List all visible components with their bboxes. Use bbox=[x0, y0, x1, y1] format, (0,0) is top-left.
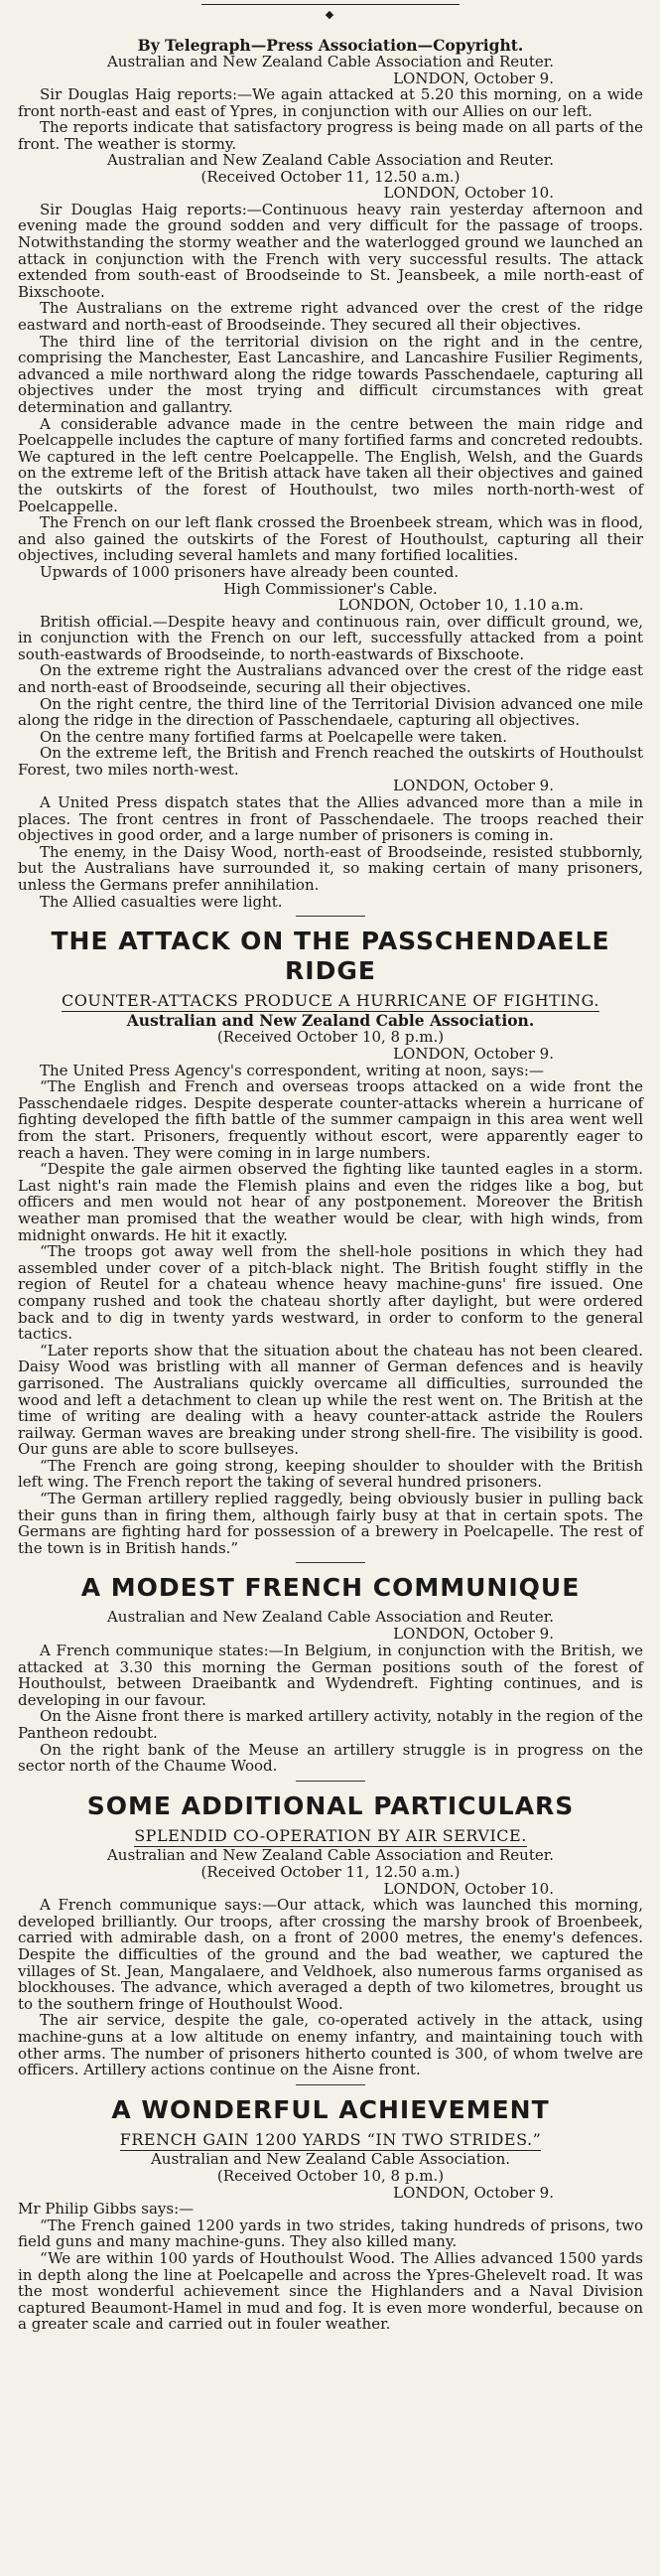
paragraph: The third line of the territorial division on the right and in the centre, comprising the Manchester, East Lancashire, and Lancashire Fusilier Regiments, advanced a mile northward along the ridge towards Passchendaele, capturing all objectives under the most trying and difficult circumstances with great determination and gallantry. bbox=[18, 332, 643, 416]
headline: SOME ADDITIONAL PARTICULARS bbox=[86, 1790, 575, 1820]
paragraph: “The French are going strong, keeping shoulder to shoulder with the British left wing. The French report the taking of several hundred prisoners. bbox=[18, 1456, 643, 1492]
dateline: LONDON, October 10, 1.10 a.m. bbox=[337, 596, 584, 615]
paragraph: On the extreme right the Australians advanced over the crest of the ridge east and north-east of Broodseinde, securing all their objectives. bbox=[18, 661, 643, 696]
section-divider bbox=[296, 1781, 365, 1782]
credit-line: Australian and New Zealand Cable Association and Reuter. bbox=[106, 53, 555, 71]
paragraph: The air service, despite the gale, co-operated actively in the attack, using machine-guns at a low altitude on enemy infantry, and maintaining touch with other arms. The number of prisoners hitherto counted is 300, of whom twelve are officers. Artillery actions continue on the Aisne front. bbox=[18, 2011, 643, 2079]
paragraph: On the right centre, the third line of the Territorial Division advanced one mile along the ridge in the direction of Passchendaele, capturing all objectives. bbox=[18, 694, 643, 730]
received-line: (Received October 10, 8 p.m.) bbox=[216, 1028, 445, 1047]
paragraph: The United Press Agency's correspondent, writing at noon, says:— bbox=[40, 1061, 544, 1079]
paragraph: “The English and French and overseas troops attacked on a wide front the Passchendaele ridges. Despite desperate counter-attacks wherein a hurricane of fighting developed the fifth battle of the summer campaign in this area went well from the start. Prisoners, frequently without escort, were apparently eager to reach a haven. They were coming in in large numbers. bbox=[18, 1077, 643, 1162]
headline: A MODEST FRENCH COMMUNIQUE bbox=[80, 1573, 581, 1603]
source-line: Australian and New Zealand Cable Association. bbox=[126, 1011, 535, 1031]
dateline: LONDON, October 9. bbox=[393, 777, 554, 795]
headline: A WONDERFUL ACHIEVEMENT bbox=[111, 2094, 550, 2124]
paragraph: Mr Philip Gibbs says:— bbox=[18, 2200, 195, 2218]
paragraph: The enemy, in the Daisy Wood, north-east of Broodseinde, resisted stubbornly, but the Australians have surrounded it, so making certain of many prisoners, unless the Germans prefer annihilation. bbox=[18, 842, 643, 894]
paragraph: Upwards of 1000 prisoners have already been counted. bbox=[40, 562, 460, 581]
paragraph: The Australians on the extreme right advanced over the crest of the ridge eastward and north-east of Broodseinde. They secured all their objectives. bbox=[18, 299, 643, 335]
paragraph: “The German artillery replied raggedly, being obviously busier in pulling back their guns than in firing them, although fairly busy at that in certain spots. The Germans are fighting hard for possession of a brewery in Poelcapelle. The rest of the town is in British hands.” bbox=[18, 1490, 643, 1557]
paragraph: Sir Douglas Haig reports:—We again attacked at 5.20 this morning, on a wide front north-east and east of Ypres, in conjunction with our Allies on our left. bbox=[18, 85, 643, 120]
dateline: LONDON, October 9. bbox=[393, 1045, 554, 1064]
source-line: Australian and New Zealand Cable Association. bbox=[150, 2149, 511, 2168]
paragraph: On the centre many fortified farms at Poelcapelle were taken. bbox=[40, 727, 507, 746]
byline: By Telegraph—Press Association—Copyright. bbox=[137, 36, 524, 55]
newspaper-column bbox=[18, 0, 643, 2333]
ornament-divider: ◆ bbox=[325, 8, 336, 21]
paragraph: On the Aisne front there is marked artillery activity, notably in the region of the Pantheon redoubt. bbox=[18, 1707, 643, 1742]
paragraph: The French on our left flank crossed the Broenbeek stream, which was in flood, and also gained the outskirts of the Forest of Houthoulst, capturing all their objectives, including several hamlets and many fortified localities. bbox=[18, 513, 643, 565]
paragraph: A French communique says:—Our attack, which was launched this morning, developed brilliantly. Our troops, after crossing the marshy brook of Broenbeek, carried with admirable dash, on a front of 2000 metres, the enemy's defences. Despite the difficulties of the ground and the bad weather, we captured the villages of St. Jean, Mangalaere, and Veldhoek, also numerous farms organised as blockhouses. The advance, which averaged a depth of two kilometres, brought us to the southern fringe of Houthoulst Wood. bbox=[18, 1896, 643, 2013]
subheadline bbox=[18, 992, 643, 1010]
paragraph: The Allied casualties were light. bbox=[40, 892, 283, 911]
paragraph: A considerable advance made in the centre between the main ridge and Poelcappelle includes the capture of many fortified farms and concreted redoubts. We captured in the left centre Poelcappelle. The English, Welsh, and the Guards on the extreme left of the British attack have taken all their objectives and gained the outskirts of the forest of Houthoulst, two miles north-north-west of Poelcappelle. bbox=[18, 414, 643, 515]
subheadline bbox=[18, 2131, 643, 2149]
subheadline-text: SPLENDID CO-OPERATION BY AIR SERVICE. bbox=[134, 1825, 527, 1845]
section-divider bbox=[296, 2084, 365, 2085]
paragraph: On the right bank of the Meuse an artillery struggle is in progress on the sector north of the Chaume Wood. bbox=[18, 1740, 643, 1776]
dateline: LONDON, October 10. bbox=[383, 1879, 554, 1898]
paragraph: “The French gained 1200 yards in two strides, taking hundreds of prisons, two field guns and many machine-guns. They also killed many. bbox=[18, 2216, 643, 2251]
received-line: (Received October 11, 12.50 a.m.) bbox=[200, 1862, 461, 1881]
dateline: LONDON, October 9. bbox=[393, 2183, 554, 2202]
paragraph: Sir Douglas Haig reports:—Continuous heavy rain yesterday afternoon and evening made the ground sodden and very difficult for the passage of troops. Notwithstanding the stormy weather and the waterlogged ground we launched an attack in conjunction with the French with very successful results. The attack extended from south-east of Broodseinde to St. Jeansbeek, a mile north-east of Bixschoote. bbox=[18, 200, 643, 301]
subheadline bbox=[18, 1827, 643, 1845]
dateline: LONDON, October 9. bbox=[393, 1625, 554, 1644]
paragraph: On the extreme left, the British and French reached the outskirts of Houthoulst Forest, two miles north-west. bbox=[18, 744, 643, 779]
received-line: (Received October 10, 8 p.m.) bbox=[216, 2166, 445, 2185]
headline: THE ATTACK ON THE PASSCHENDAELE RIDGE bbox=[51, 927, 610, 986]
section-divider bbox=[296, 916, 365, 917]
received-line: (Received October 11, 12.50 a.m.) bbox=[200, 167, 461, 186]
dateline: LONDON, October 10. bbox=[383, 184, 554, 203]
paragraph: A French communique states:—In Belgium, in conjunction with the British, we attacked at 3.30 this morning the German positions south of the forest of Houthoulst, between Draeibantk and Wydendreft. Fighting continues, and is developing in our favour. bbox=[18, 1641, 643, 1709]
top-rule bbox=[201, 4, 460, 5]
subheadline-text: COUNTER-ATTACKS PRODUCE A HURRICANE OF FIGHTING. bbox=[62, 991, 599, 1011]
paragraph: “Later reports show that the situation about the chateau has not been cleared. Daisy Wood was bristling with all manner of German defences and is heavily garrisoned. The Australians quickly overcame all difficulties, surrounded the wood and left a detachment to clean up while the rest went on. The British at the time of writing are dealing with a heavy counter-attack astride the Roulers railway. German waves are breaking under strong shell-fire. The visibility is good. Our guns are able to score bullseyes. bbox=[18, 1341, 643, 1459]
paragraph: “The troops got away well from the shell-hole positions in which they had assembled under cover of a pitch-black night. The British fought stiffly in the region of Reutel for a chateau whence heavy machine-guns' fire issued. One company rushed and took the chateau shortly after daylight, but were ordered back and to dig in twenty yards westward, in order to conform to the general tactics. bbox=[18, 1242, 643, 1344]
credit-line: Australian and New Zealand Cable Association and Reuter. bbox=[106, 151, 555, 170]
source-line: Australian and New Zealand Cable Association and Reuter. bbox=[106, 1845, 555, 1864]
subheadline-text: FRENCH GAIN 1200 YARDS “IN TWO STRIDES.” bbox=[119, 2129, 542, 2149]
paragraph: The reports indicate that satisfactory progress is being made on all parts of the front. The weather is stormy. bbox=[18, 118, 643, 153]
paragraph: “Despite the gale airmen observed the fighting like taunted eagles in a storm. Last night's rain made the Flemish plains and even the ridges like a bog, but officers and men would not hear of any postponement. Moreover the British weather man promised that the weather would be clear, with high winds, from midnight onwards. He hit it exactly. bbox=[18, 1160, 643, 1244]
commissioner-cable: High Commissioner's Cable. bbox=[223, 579, 438, 598]
source-line: Australian and New Zealand Cable Association and Reuter. bbox=[106, 1608, 555, 1627]
dateline: LONDON, October 9. bbox=[393, 69, 554, 87]
section-divider bbox=[296, 1562, 365, 1563]
paragraph: A United Press dispatch states that the Allies advanced more than a mile in places. The front centres in front of Passchendaele. The troops reached their objectives in good order, and a large number of prisoners is coming in. bbox=[18, 792, 643, 845]
paragraph: “We are within 100 yards of Houthoulst Wood. The Allies advanced 1500 yards in depth along the line at Poelcapelle and across the Ypres-Ghelevelt road. It was the most wonderful achievement since the Highlanders and a Naval Division captured Beaumont-Hamel in mud and fog. It is even more wonderful, because on a greater scale and carried out in fouler weather. bbox=[18, 2249, 643, 2334]
paragraph: British official.—Despite heavy and continuous rain, over difficult ground, we, in conjunction with the French on our left, successfully attacked from a point south-eastwards of Broodseinde, to north-eastwards of Bixschoote. bbox=[18, 612, 643, 663]
